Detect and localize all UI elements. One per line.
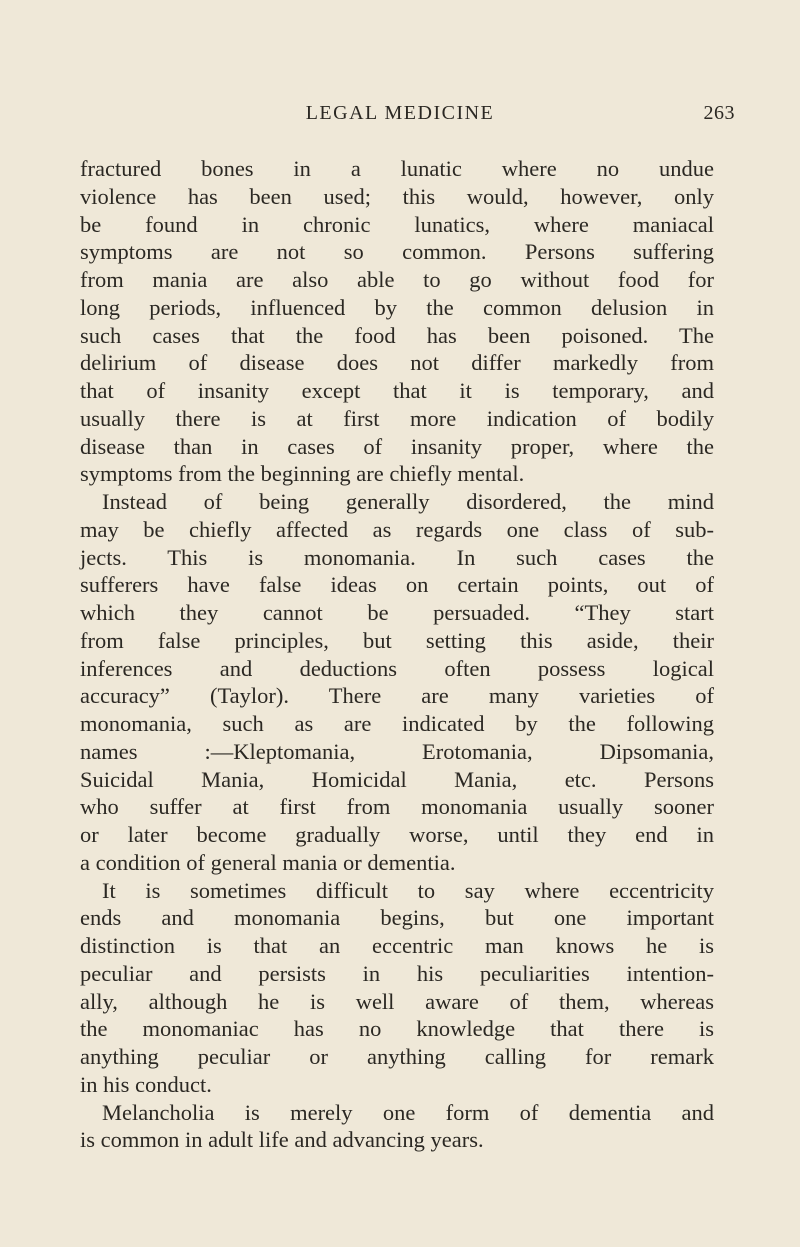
text-line: a condition of general mania or dementia. [80, 849, 456, 875]
text-line: accuracy” (Taylor). There are many varieties of [80, 683, 714, 709]
paragraph [80, 877, 714, 1099]
text-line: ends and monomania begins, but one important [80, 905, 714, 931]
text-line: distinction is that an eccentric man knows he is [80, 933, 714, 958]
text-line: fractured bones in a lunatic where no undue [80, 156, 714, 181]
running-head [60, 102, 740, 132]
text-line: who suffer at first from monomania usually sooner [80, 794, 714, 820]
text-line: jects. This is monomania. In such cases the [80, 544, 714, 570]
text-line: delirium of disease does not differ markedly from [80, 350, 714, 376]
text-line: violence has been used; this would, however, only [80, 183, 714, 209]
text-line: anything peculiar or anything calling for remark [80, 1044, 714, 1069]
text-line: such cases that the food has been poisoned. The [80, 322, 714, 348]
text-line: long periods, influenced by the common delusion in [80, 294, 714, 320]
text-line: names :—Kleptomania, Erotomania, Dipsomania, [80, 738, 714, 764]
text-line: symptoms are not so common. Persons suffering [80, 239, 714, 265]
text-line: usually there is at first more indication of bodily [80, 405, 714, 431]
text-line: inferences and deductions often possess logical [80, 655, 714, 681]
text-line: that of insanity except that it is temporary, and [80, 378, 714, 403]
text-line: the monomaniac has no knowledge that there is [80, 1016, 714, 1042]
text-line: ally, although he is well aware of them, whereas [80, 988, 714, 1014]
text-line: Suicidal Mania, Homicidal Mania, etc. Persons [80, 766, 714, 792]
body-text [80, 155, 714, 1154]
running-title: LEGAL MEDICINE [305, 102, 495, 124]
text-line: in his conduct. [80, 1071, 212, 1097]
text-line: Melancholia is merely one form of dementia and [102, 1099, 714, 1125]
text-line: It is sometimes difficult to say where eccentricity [102, 877, 714, 903]
page-number: 263 [703, 102, 735, 124]
text-line: or later become gradually worse, until they end in [80, 822, 714, 847]
text-line: symptoms from the beginning are chiefly mental. [80, 461, 525, 487]
text-line: sufferers have false ideas on certain points, out of [80, 572, 714, 598]
text-line: which they cannot be persuaded. “They start [80, 600, 714, 625]
text-line: be found in chronic lunatics, where maniacal [80, 211, 714, 237]
text-line: from false principles, but setting this aside, their [80, 627, 714, 653]
paragraph [80, 488, 714, 877]
text-line: Instead of being generally disordered, the mind [102, 489, 714, 514]
text-line: disease than in cases of insanity proper, where the [80, 433, 714, 459]
paragraph [80, 155, 714, 488]
text-line: is common in adult life and advancing years. [80, 1127, 484, 1153]
paragraph [80, 1099, 714, 1155]
text-line: from mania are also able to go without food for [80, 267, 714, 292]
text-line: monomania, such as are indicated by the following [80, 711, 714, 736]
text-line: may be chiefly affected as regards one class of sub- [80, 516, 714, 542]
text-line: peculiar and persists in his peculiarities intention- [80, 960, 714, 986]
